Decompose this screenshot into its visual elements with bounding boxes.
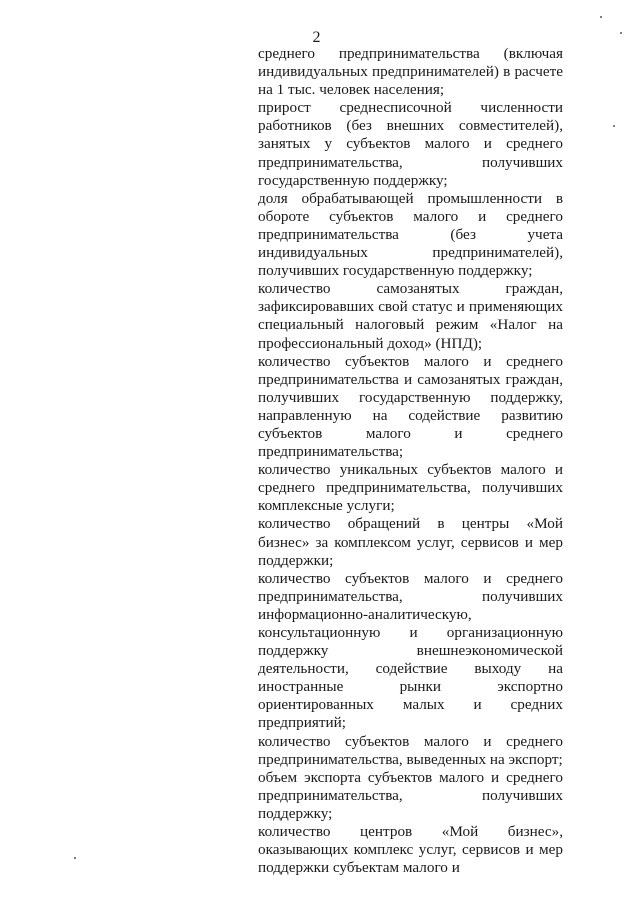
paragraph: количество субъектов малого и среднего предпринимательства, получивших информационно-аналитическую, консультационную и организационную поддержку внешнеэкономической деятельности, содействие выходу на иностранные рынки экспортно ориентированных малых и средних предприятий; xyxy=(258,569,563,732)
paragraph: количество уникальных субъектов малого и среднего предпринимательства, получивших комплексные услуги; xyxy=(258,461,563,515)
scan-speck xyxy=(600,16,602,18)
scan-speck xyxy=(620,32,622,34)
paragraph: объем экспорта субъектов малого и среднего предпринимательства, получивших поддержку; xyxy=(258,768,563,822)
page-number: 2 xyxy=(312,29,321,46)
paragraph: прирост среднесписочной численности работников (без внешних совместителей), занятых у субъектов малого и среднего предпринимательства, получивших государственную поддержку; xyxy=(258,99,563,189)
paragraph: количество центров «Мой бизнес», оказывающих комплекс услуг, сервисов и мер поддержки субъектам малого и xyxy=(258,823,563,877)
paragraph: количество субъектов малого и среднего предпринимательства и самозанятых граждан, получивших государственную поддержку, направленную на содействие развитию субъектов малого и среднего предпринимательства; xyxy=(258,352,563,461)
paragraph: количество самозанятых граждан, зафиксировавших свой статус и применяющих специальный налоговый режим «Налог на профессиональный доход» (НПД); xyxy=(258,280,563,352)
paragraph: количество субъектов малого и среднего предпринимательства, выведенных на экспорт; xyxy=(258,732,563,768)
scan-speck xyxy=(613,125,615,127)
paragraph: доля обрабатывающей промышленности в обороте субъектов малого и среднего предпринимательства (без учета индивидуальных предпринимателей), получивших государственную поддержку; xyxy=(258,189,563,280)
scan-speck xyxy=(74,857,76,859)
paragraph: среднего предпринимательства (включая индивидуальных предпринимателей) в расчете на 1 тыс. человек населения; xyxy=(258,45,563,99)
document-body xyxy=(258,45,563,877)
paragraph: количество обращений в центры «Мой бизнес» за комплексом услуг, сервисов и мер поддержки; xyxy=(258,515,563,569)
